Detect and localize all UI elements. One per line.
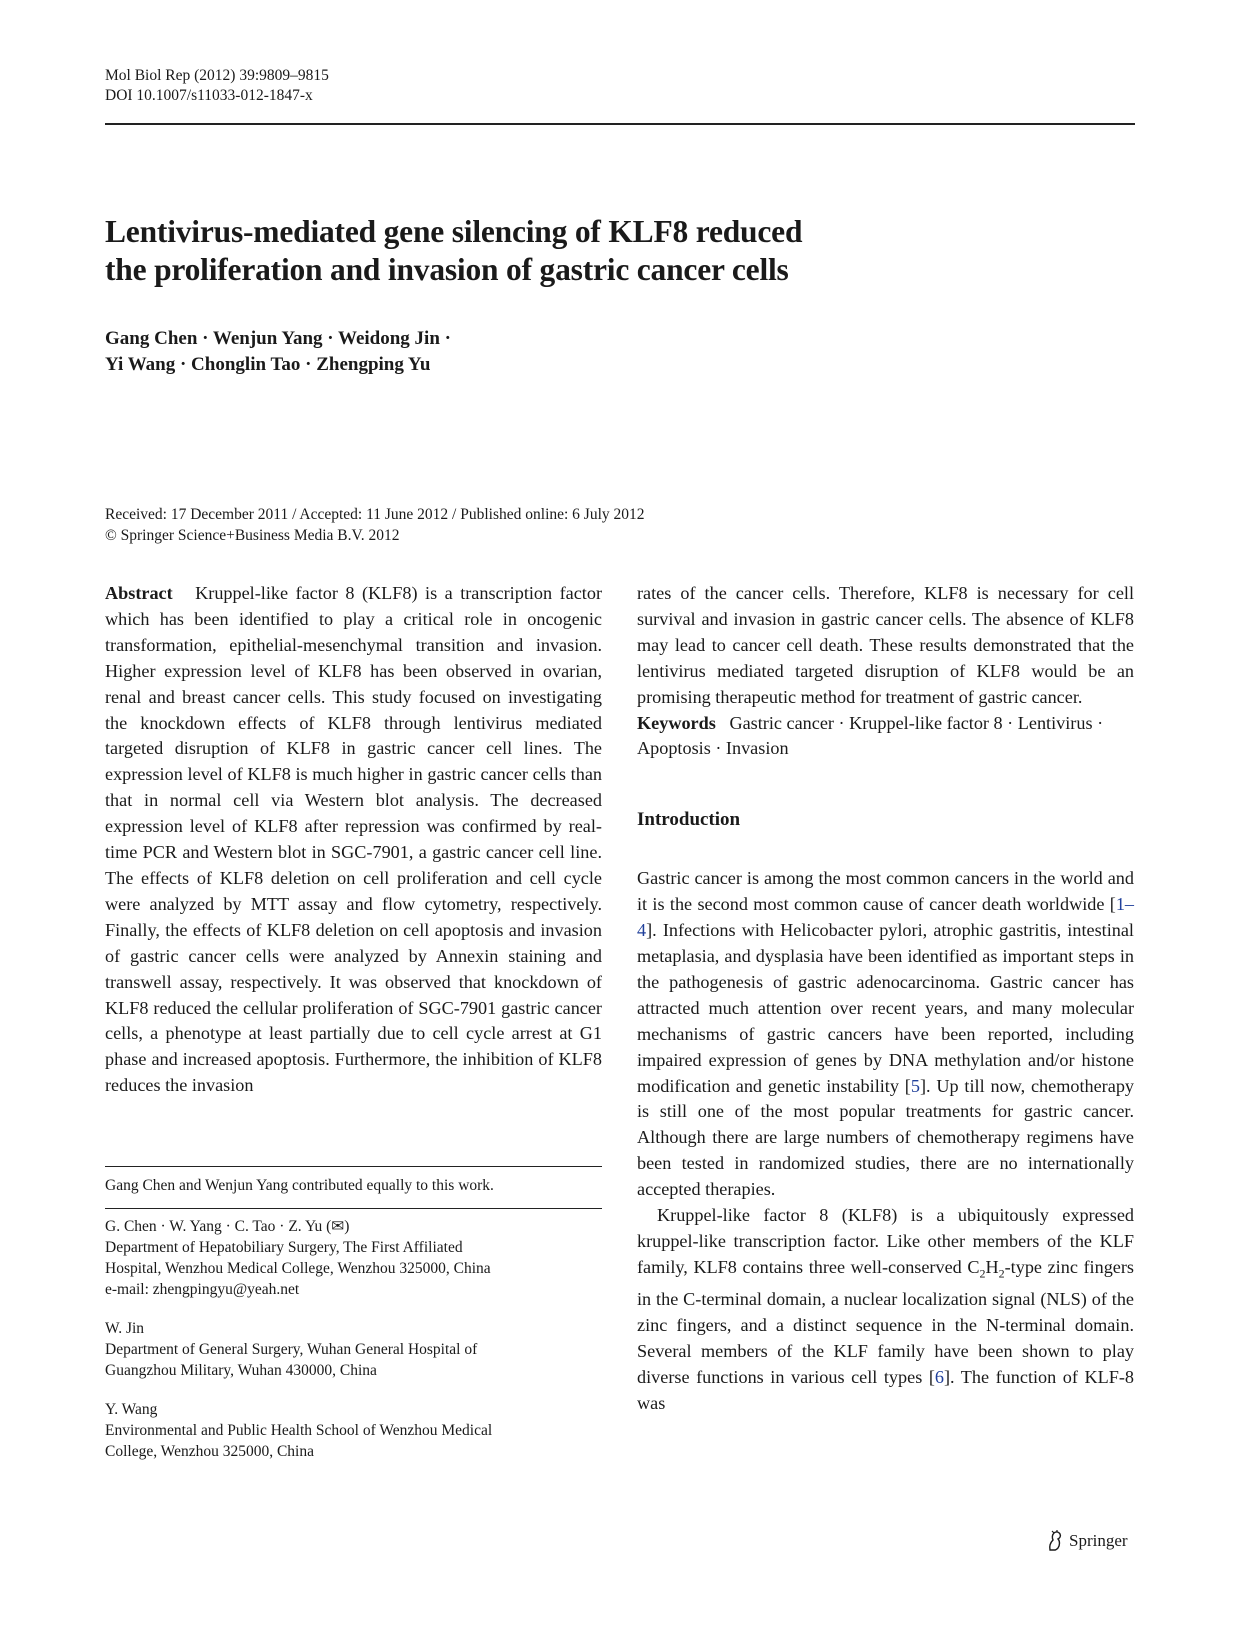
right-column: [637, 581, 1134, 1417]
title-line: Lentivirus-mediated gene silencing of KLF8 reduced: [105, 214, 803, 249]
intro-text: Gastric cancer is among the most common cancers in the world and it is the second most common cause of cancer death worldwide [: [637, 868, 1134, 915]
affil2-name: W. Jin: [105, 1320, 145, 1337]
journal-header: [105, 66, 329, 106]
equal-contribution-note: Gang Chen and Wenjun Yang contributed equally to this work.: [105, 1177, 494, 1194]
dates-line: Received: 17 December 2011 / Accepted: 11 June 2012 / Published online: 6 July 2012: [105, 506, 645, 523]
intro-text: ]. Up till now, chemotherapy is still one of the most popular treatments for gastric cancer. Although there are large numbers of chemotherapy regimens have been tested in randomized studies, there are no internationally accepted therapies.: [637, 1075, 1135, 1200]
footnote-rule: [105, 1208, 602, 1209]
affil3-line: College, Wenzhou 325000, China: [105, 1443, 314, 1460]
affil2-line: Department of General Surgery, Wuhan General Hospital of: [105, 1341, 478, 1358]
keywords-text: Gastric cancer · Kruppel-like factor 8 · Lentivirus · Apoptosis · Invasion: [637, 712, 1104, 759]
subscript: 2: [998, 1266, 1005, 1281]
publisher-name: Springer: [1069, 1531, 1128, 1550]
citation-link[interactable]: 6: [934, 1367, 944, 1388]
footnote-rule: [105, 1166, 602, 1167]
keywords-label: Keywords: [637, 712, 716, 733]
header-rule: [105, 123, 1135, 125]
publisher-logo: [1045, 1530, 1128, 1552]
intro-text: ]. Infections with Helicobacter pylori, atrophic gastritis, intestinal metaplasia, and dysplasia have been identified as important steps in the pathogenesis of gastric adenocarcinoma. Gastric cancer has attracted much attention over recent years, and many molecular mechanisms of gastric cancers have been reported, including impaired expression of genes by DNA methylation and/or histone modification and genetic instability [: [637, 920, 1134, 1096]
citation-link[interactable]: 1–4: [637, 894, 1134, 941]
abstract-paragraph: [105, 581, 602, 1099]
section-heading-introduction: Introduction: [637, 809, 741, 831]
journal-citation: Mol Biol Rep (2012) 39:9809–9815: [105, 67, 329, 84]
intro-text: -type zinc fingers in the C-terminal domain, a nuclear localization signal (NLS) of the zinc fingers, and a distinct sequence in the N-terminal domain. Several members of the KLF family have been shown to play diverse functions in various cell types [: [637, 1256, 1134, 1388]
author-line: Gang Chen · Wenjun Yang · Weidong Jin ·: [105, 328, 451, 349]
keywords-paragraph: [637, 711, 1134, 763]
springer-horse-icon: [1045, 1530, 1065, 1552]
copyright-line: © Springer Science+Business Media B.V. 2012: [105, 527, 400, 544]
abstract-text-left: Kruppel-like factor 8 (KLF8) is a transcription factor which has been identified to play a critical role in oncogenic transformation, epithelial-mesenchymal transition and invasion. Higher expression level of KLF8 has been observed in ovarian, renal and breast cancer cells. This study focused on investigating the knockdown effects of KLF8 through lentivirus mediated targeted disruption of KLF8 in gastric cancer cell lines. The expression level of KLF8 is much higher in gastric cancer cells than that in normal cell via Western blot analysis. The decreased expression level of KLF8 after repression was confirmed by real-time PCR and Western blot in SGC-7901, a gastric cancer cell line. The effects of KLF8 deletion on cell proliferation and cell cycle were analyzed by MTT assay and flow cytometry, respectively. Finally, the effects of KLF8 deletion on cell apoptosis and invasion of gastric cancer cells were analyzed by Annexin staining and transwell assay, respectively. It was observed that knockdown of KLF8 reduced the cellular proliferation of SGC-7901 gastric cancer cells, a phenotype at least partially due to cell cycle arrest at G1 phase and increased apoptosis. Furthermore, the inhibition of KLF8 reduces the invasion: [105, 583, 602, 1096]
affil1-line: Department of Hepatobiliary Surgery, The First Affiliated: [105, 1239, 463, 1256]
author-line: Yi Wang · Chonglin Tao · Zhengping Yu: [105, 354, 431, 375]
article-history: [105, 504, 645, 546]
doi: DOI 10.1007/s11033-012-1847-x: [105, 87, 313, 104]
affiliations: [105, 1216, 602, 1462]
subscript: 2: [979, 1266, 986, 1281]
intro-paragraph-2: [637, 1203, 1134, 1417]
affil3-name: Y. Wang: [105, 1401, 158, 1418]
intro-paragraph-1: [637, 866, 1134, 1203]
abstract-label: Abstract: [105, 583, 173, 603]
title-line: the proliferation and invasion of gastric cancer cells: [105, 252, 789, 287]
affil1-names: G. Chen · W. Yang · C. Tao · Z. Yu (✉): [105, 1218, 350, 1235]
affil1-email[interactable]: e-mail: zhengpingyu@yeah.net: [105, 1281, 300, 1298]
affil3-line: Environmental and Public Health School of Wenzhou Medical: [105, 1422, 493, 1439]
affil2-line: Guangzhou Military, Wuhan 430000, China: [105, 1362, 377, 1379]
affil1-line: Hospital, Wenzhou Medical College, Wenzhou 325000, China: [105, 1260, 491, 1277]
intro-text: Kruppel-like factor 8 (KLF8) is a ubiquitously expressed kruppel-like transcription factor. Like other members of the KLF family, KLF8 contains three well-conserved C: [637, 1205, 1134, 1277]
abstract-text-right: rates of the cancer cells. Therefore, KLF8 is necessary for cell survival and invasion in gastric cancer cells. The absence of KLF8 may lead to cancer cell death. These results demonstrated that the lentivirus mediated targeted disruption of KLF8 would be an promising therapeutic method for treatment of gastric cancer.: [637, 583, 1134, 707]
author-list: [105, 326, 451, 378]
left-column: [105, 581, 602, 1099]
article-title: [105, 213, 1105, 289]
intro-text: ]. The function of KLF-8 was: [637, 1367, 1134, 1414]
intro-text: H: [985, 1256, 999, 1277]
citation-link[interactable]: 5: [910, 1075, 920, 1096]
